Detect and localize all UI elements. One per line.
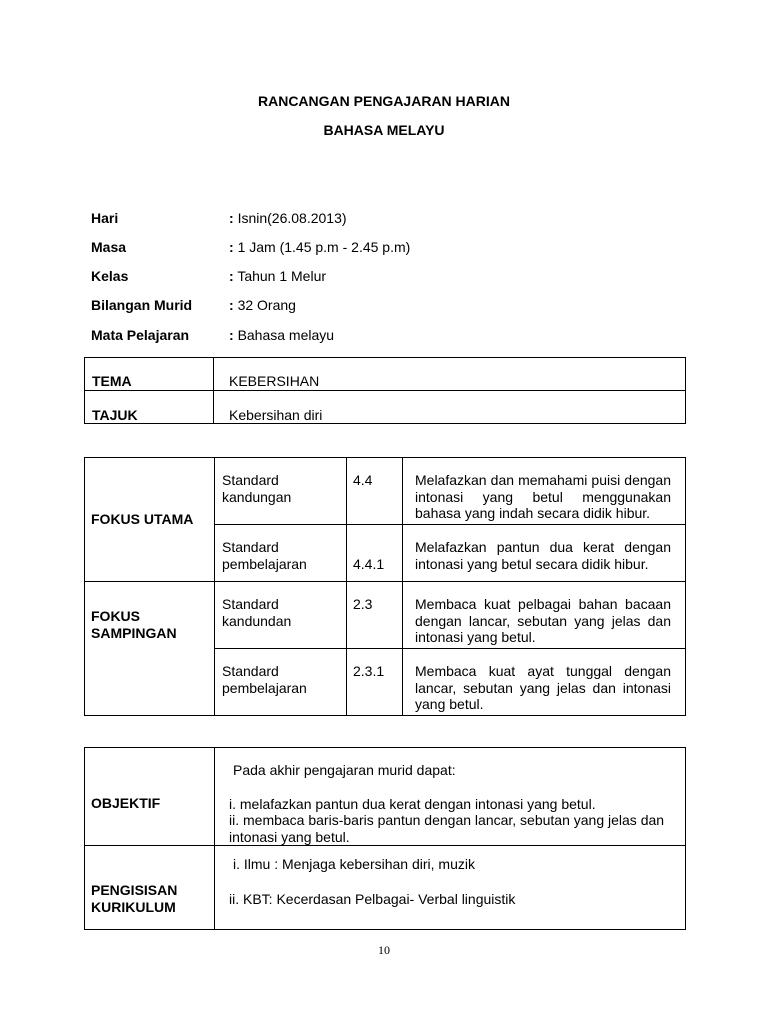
- info-row-kelas: [91, 268, 691, 288]
- standard-line1: Standard: [222, 663, 279, 679]
- info-value-text: 32 Orang: [237, 297, 296, 313]
- info-value-text: Bahasa melayu: [237, 327, 335, 343]
- tema-value: KEBERSIHAN: [214, 358, 686, 391]
- document-subtitle: BAHASA MELAYU: [323, 122, 445, 138]
- page-number: 10: [378, 943, 390, 957]
- info-label: Masa: [91, 239, 127, 255]
- info-value-text: 1 Jam (1.45 p.m - 2.45 p.m): [237, 239, 411, 255]
- info-row-masa: [91, 239, 691, 259]
- standard-cell: [215, 582, 347, 649]
- document-title: RANCANGAN PENGAJARAN HARIAN: [257, 93, 510, 109]
- standard-code: 4.4.1: [347, 525, 403, 582]
- standard-line1: Standard: [222, 539, 279, 555]
- info-label: Mata Pelajaran: [91, 327, 190, 343]
- standard-code: 2.3.1: [347, 649, 403, 716]
- info-row-hari: [91, 210, 691, 230]
- info-value: [229, 297, 296, 313]
- table-row: [85, 358, 686, 391]
- tema-label: TEMA: [85, 358, 214, 391]
- pengisisan-kurikulum-label: [85, 846, 215, 930]
- standard-cell: [215, 525, 347, 582]
- standard-code: 4.4: [347, 458, 403, 525]
- info-label: Hari: [91, 210, 119, 226]
- info-colon: :: [229, 239, 234, 255]
- standard-description: Melafazkan pantun dua kerat dengan intonasi yang betul secara didik hibur.: [403, 525, 686, 582]
- pengisisan-line2: KURIKULUM: [91, 898, 176, 915]
- pengisisan-line1: PENGISISAN: [91, 882, 178, 898]
- info-row-bilangan-murid: [91, 297, 691, 317]
- standard-line2: kandungan: [222, 488, 292, 505]
- info-colon: :: [229, 327, 234, 343]
- info-colon: :: [229, 210, 234, 226]
- pengisisan-item: ii. KBT: Kecerdasan Pelbagai- Verbal linguistik: [229, 890, 516, 907]
- objective-table: [84, 747, 686, 930]
- info-colon: :: [229, 297, 234, 313]
- table-row: [85, 846, 686, 930]
- tajuk-value: Kebersihan diri: [214, 390, 686, 424]
- objektif-list: [229, 796, 685, 846]
- table-row: [85, 748, 686, 846]
- standard-cell: [215, 458, 347, 525]
- objektif-label: OBJEKTIF: [85, 748, 215, 846]
- pengisisan-content: [215, 846, 686, 930]
- objektif-intro: Pada akhir pengajaran murid dapat:: [233, 762, 456, 778]
- info-value: [229, 210, 347, 226]
- fokus-sampingan-label: [85, 582, 215, 716]
- info-label: Kelas: [91, 268, 129, 284]
- objektif-item: i. melafazkan pantun dua kerat dengan intonasi yang betul.: [229, 795, 596, 812]
- fokus-utama-label: FOKUS UTAMA: [85, 458, 215, 582]
- objektif-content: [215, 748, 686, 846]
- info-value: [229, 327, 334, 343]
- standard-line1: Standard: [222, 472, 279, 488]
- info-colon: :: [229, 268, 234, 284]
- standard-line2: kandundan: [222, 612, 292, 629]
- info-label: Bilangan Murid: [91, 297, 193, 313]
- standard-code: 2.3: [347, 582, 403, 649]
- standard-line2: pembelajaran: [222, 555, 307, 572]
- standard-description: Membaca kuat ayat tunggal dengan lancar, sebutan yang jelas dan intonasi yang betul.: [403, 649, 686, 716]
- objektif-item: ii. membaca baris-baris pantun dengan lancar, sebutan yang jelas dan intonasi yang betul.: [229, 812, 665, 845]
- info-row-mata-pelajaran: [91, 327, 691, 347]
- table-row: [85, 582, 686, 649]
- focus-table: [84, 457, 686, 716]
- info-value-text: Isnin(26.08.2013): [237, 210, 347, 226]
- standard-line2: pembelajaran: [222, 679, 307, 696]
- table-row: [85, 458, 686, 525]
- pengisisan-item: i. Ilmu : Menjaga kebersihan diri, muzik: [233, 856, 475, 872]
- standard-line1: Standard: [222, 596, 279, 612]
- fokus-sampingan-line2: SAMPINGAN: [91, 624, 177, 641]
- standard-description: Membaca kuat pelbagai bahan bacaan dengan lancar, sebutan yang jelas dan intonasi yang betul.: [403, 582, 686, 649]
- info-value-text: Tahun 1 Melur: [237, 268, 327, 284]
- theme-table: [84, 357, 686, 424]
- table-row: [85, 390, 686, 424]
- fokus-sampingan-line1: FOKUS: [91, 608, 140, 625]
- info-value: [229, 268, 326, 284]
- standard-description: Melafazkan dan memahami puisi dengan intonasi yang betul menggunakan bahasa yang indah secara didik hibur.: [403, 458, 686, 525]
- standard-cell: [215, 649, 347, 716]
- tajuk-label: TAJUK: [85, 390, 214, 424]
- info-value: [229, 239, 410, 255]
